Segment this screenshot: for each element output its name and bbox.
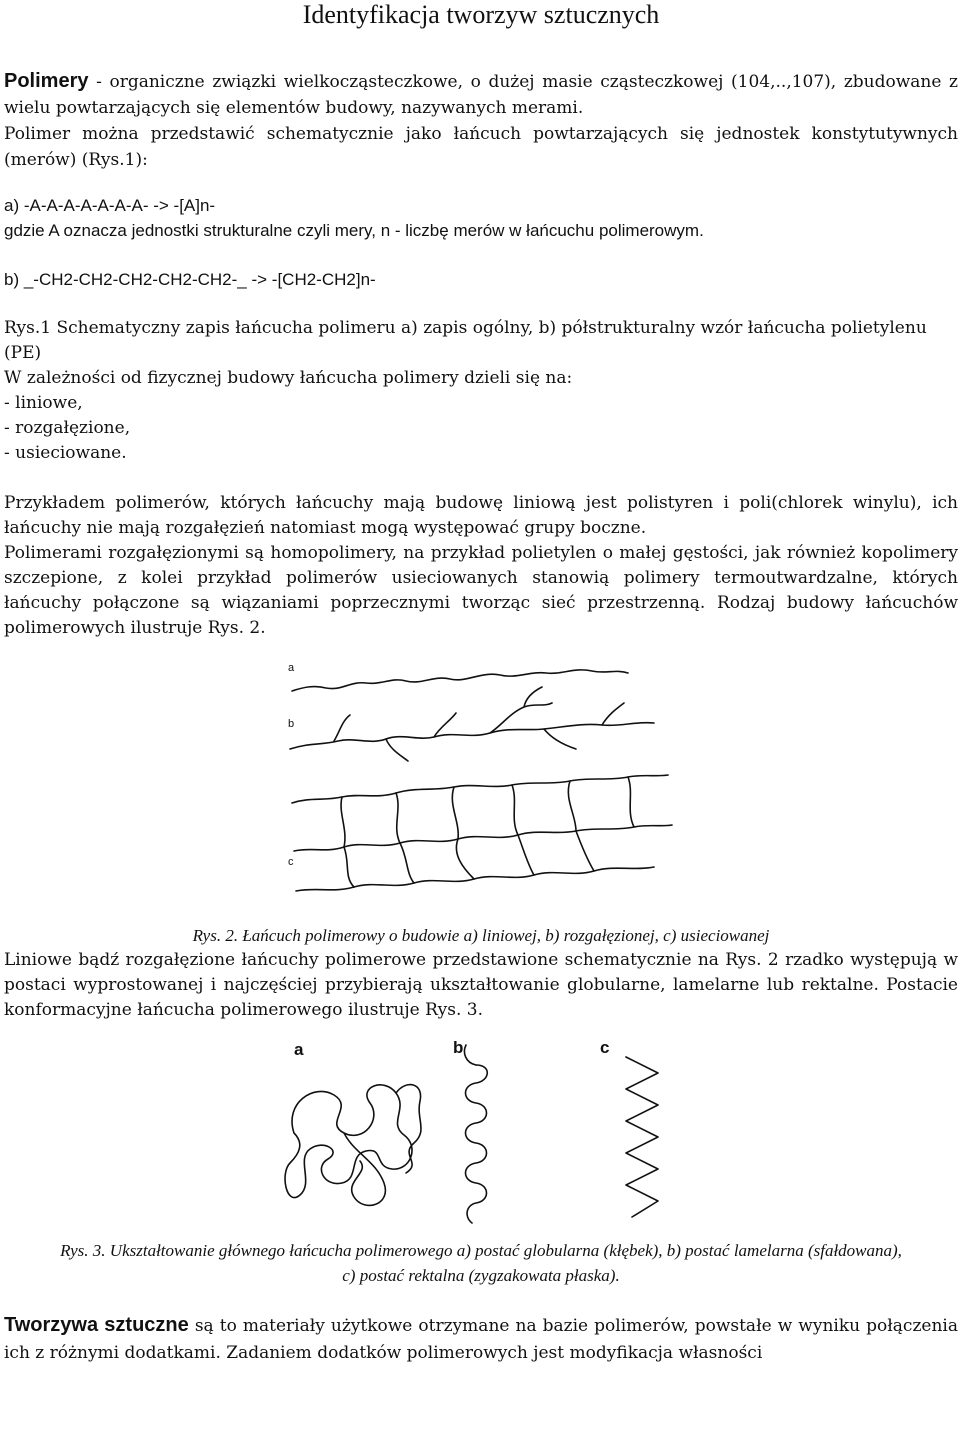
division-item-crosslinked: - usieciowane. [4, 443, 127, 463]
fig3-label-a: a [294, 1040, 304, 1059]
page-title: Identyfikacja tworzyw sztucznych [302, 0, 660, 29]
network-crosslink [576, 831, 594, 871]
network-crosslink [344, 847, 354, 887]
globular-coil [285, 1085, 412, 1206]
figure-3-drawing [4, 1023, 958, 1238]
fig3-label-b: b [453, 1038, 464, 1057]
branched-chain-branch [334, 715, 350, 741]
fig3-label-c: c [600, 1038, 610, 1057]
paragraph-conformation: Liniowe bądź rozgałęzione łańcuchy polimerowe przedstawione schematycznie na Rys. 2 rzadko występują w postaci wyprostowanej i najczęściej przybierają ukształtowanie globularne, lamelarne lub rektalne. Postacie konformacyjne łańcucha polimerowego ilustruje Rys. 3. [4, 950, 958, 1020]
figure-2 [4, 641, 958, 923]
fig2-label-c: c [288, 856, 294, 868]
figure-2-drawing [4, 641, 958, 923]
network-crosslink [518, 835, 534, 875]
rys1-caption: Rys.1 Schematyczny zapis łańcucha polimeru a) zapis ogólny, b) półstrukturalny wzór łańcucha polietylenu (PE) [4, 318, 927, 363]
rys3-caption-line2: c) postać rektalna (zygzakowata płaska). [342, 1266, 620, 1285]
division-intro: W zależności od fizycznej budowy łańcucha polimery dzieli się na: [4, 368, 573, 388]
rectal-zigzag [626, 1057, 658, 1217]
network-crosslink [341, 797, 345, 847]
branched-chain-main [290, 723, 654, 749]
division-item-branched: - rozgałęzione, [4, 418, 131, 438]
paragraph-plastics [4, 1312, 958, 1367]
rys2-caption: Rys. 2. Łańcuch polimerowy o budowie a) liniowej, b) rozgałęzionej, c) usieciowanej [192, 926, 770, 945]
fig2-label-a: a [288, 662, 295, 674]
globular-coil [396, 1085, 421, 1173]
branched-chain-branch [524, 687, 542, 707]
formula-a-note: gdzie A oznacza jednostki strukturalne czyli mery, n - liczbę merów w łańcuchu polimerowym. [4, 221, 704, 240]
polymer-definition [4, 68, 958, 121]
formula-b: b) _-CH2-CH2-CH2-CH2-CH2-_ -> -[CH2-CH2]n- [4, 270, 376, 289]
paragraph-linear: Przykładem polimerów, których łańcuchy mają budowę liniową jest polistyren i poli(chlorek winylu), ich łańcuchy nie mają rozgałęzień natomiast mogą występować grupy boczne. [4, 493, 958, 538]
network-chain [292, 775, 668, 803]
lamellar-fold [466, 1065, 488, 1223]
branched-chain-branch [434, 713, 456, 737]
network-crosslink [396, 793, 400, 843]
lamellar-fold [464, 1045, 476, 1065]
polymer-schematic-intro: Polimer można przedstawić schematycznie jako łańcuch powtarzających się jednostek konstytutywnych (merów) (Rys.1): [4, 124, 958, 170]
network-crosslink [400, 843, 414, 883]
branched-chain-branch [544, 729, 576, 749]
formula-a: a) -A-A-A-A-A-A-A- -> -[A]n- [4, 196, 216, 215]
branched-chain-branch [602, 703, 624, 725]
network-crosslink [568, 781, 576, 831]
network-crosslink [512, 785, 518, 835]
term-polimery: Polimery [4, 70, 89, 92]
figure-3 [4, 1023, 958, 1238]
network-crosslink [628, 777, 634, 827]
term-tworzywa-sztuczne: Tworzywa sztuczne [4, 1314, 189, 1336]
network-chain [294, 825, 672, 851]
plastics-text: są to materiały użytkowe otrzymane na bazie polimerów, powstałe w wyniku połączenia ich z różnymi dodatkami. Zadaniem dodatków polimerowych jest modyfikacja własności [4, 1316, 958, 1363]
paragraph-branched: Polimerami rozgałęzionymi są homopolimery, na przykład polietylen o małej gęstości, jak również kopolimery szczepione, z kolei przykład polimerów usieciowanych stanowią polimery termoutwardzalne, których łańcuchy połączone są wiązaniami poprzecznymi tworząc sieć przestrzenną. Rodzaj budowy łańcuchów polimerowych ilustruje Rys. 2. [4, 543, 958, 638]
document-page [4, 0, 958, 1367]
branched-chain-branch [386, 739, 408, 761]
network-crosslink [452, 787, 458, 839]
definition-text: - organiczne związki wielkocząsteczkowe, o dużej masie cząsteczkowej (104,..,107), zbudowane z wielu powtarzających się elementów budowy, nazywanych merami. [4, 72, 958, 118]
network-crosslink [456, 839, 474, 879]
fig2-label-b: b [288, 718, 295, 730]
rys3-caption-line1: Rys. 3. Ukształtowanie głównego łańcucha polimerowego a) postać globularna (kłębek), b) postać lamelarna (sfałdowana), [60, 1241, 902, 1260]
division-item-linear: - liniowe, [4, 393, 83, 413]
linear-chain [292, 670, 628, 691]
